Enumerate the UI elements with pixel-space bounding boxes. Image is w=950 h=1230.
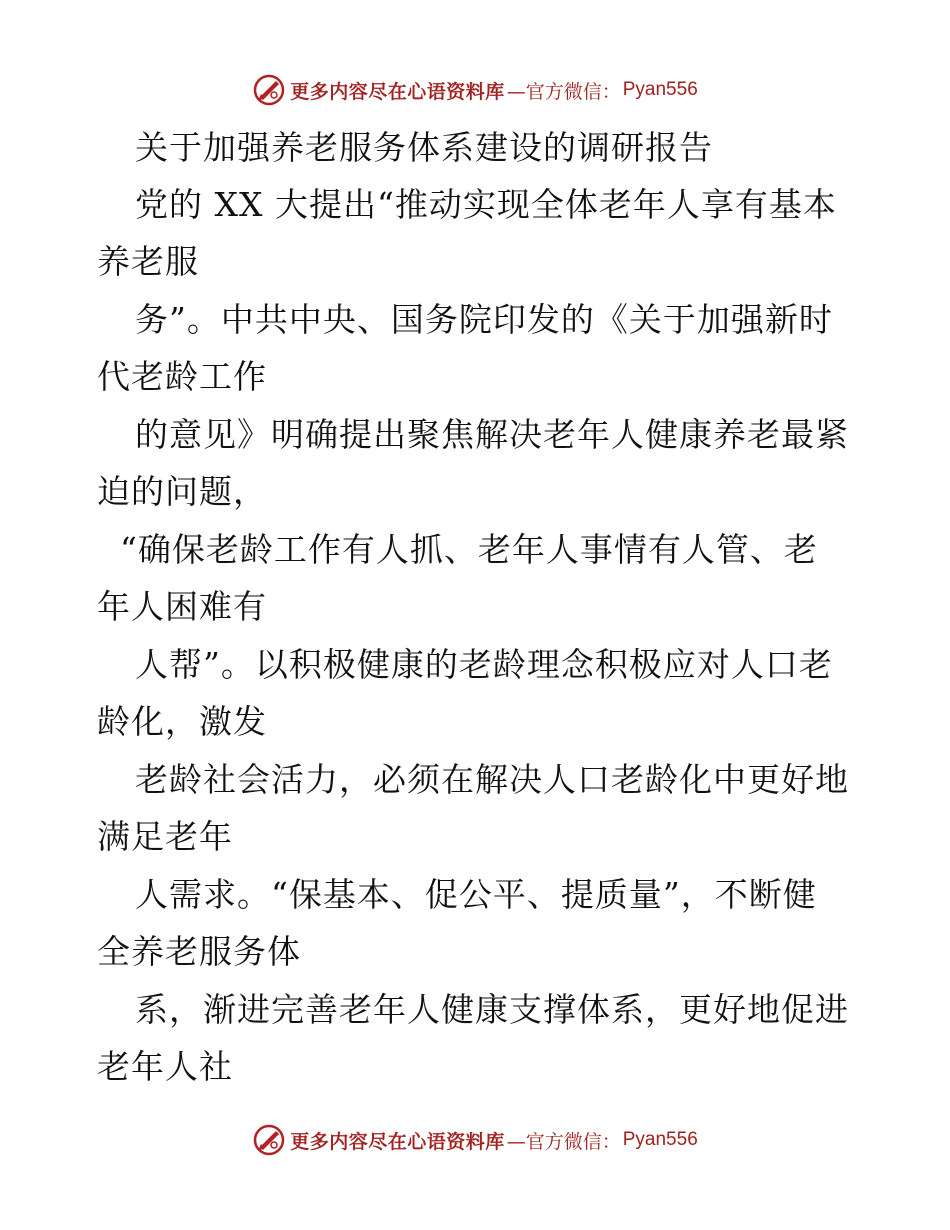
banner-sub-text: —官方微信：	[506, 80, 621, 103]
document-title: 关于加强养老服务体系建设的调研报告	[135, 128, 713, 167]
banner-wechat-id: Pyan556	[622, 1129, 698, 1150]
logo-icon	[252, 73, 286, 107]
text-line: 养老服	[97, 242, 199, 281]
header-banner	[0, 70, 950, 110]
text-line: 满足老年	[97, 817, 233, 856]
text-line: 系，渐进完善老年人健康支撑体系，更好地促进	[135, 990, 849, 1029]
text-line: 迫的问题，	[97, 472, 267, 511]
text-line: 年人困难有	[97, 587, 267, 626]
footer-banner	[0, 1120, 950, 1160]
text-line: 老年人社	[97, 1047, 233, 1086]
text-line: 龄化，激发	[97, 702, 267, 741]
text-line: 人帮”。以积极健康的老龄理念积极应对人口老	[135, 645, 833, 684]
text-line: 全养老服务体	[97, 932, 301, 971]
banner-main-text: 更多内容尽在心语资料库	[290, 1130, 505, 1153]
banner-sub-text: —官方微信：	[506, 1130, 621, 1153]
banner-main-text: 更多内容尽在心语资料库	[290, 80, 505, 103]
text-line: 老龄社会活力，必须在解决人口老龄化中更好地	[135, 760, 849, 799]
text-line: “确保老龄工作有人抓、老年人事情有人管、老	[120, 530, 818, 569]
text-line: 代老龄工作	[97, 357, 267, 396]
text-line: 的意见》明确提出聚焦解决老年人健康养老最紧	[135, 415, 849, 454]
banner-wechat-id: Pyan556	[622, 79, 698, 100]
text-line: 务”。中共中央、国务院印发的《关于加强新时	[135, 300, 833, 339]
logo-icon	[252, 1123, 286, 1157]
text-line: 人需求。“保基本、促公平、提质量”，不断健	[135, 875, 817, 914]
text-line: 党的 XX 大提出“推动实现全体老年人享有基本	[135, 185, 837, 224]
